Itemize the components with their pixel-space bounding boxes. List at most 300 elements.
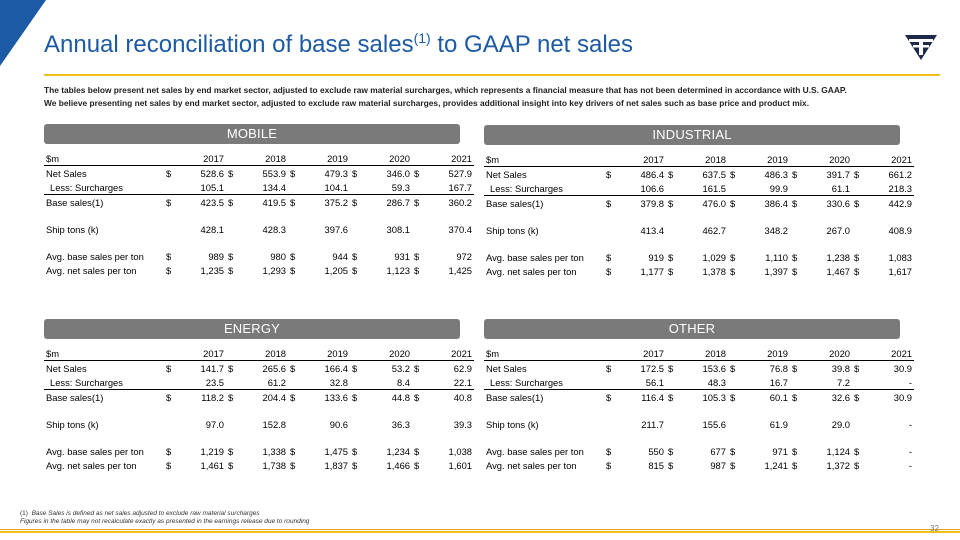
currency-symbol: $ (352, 459, 358, 471)
year-header: 2017 (182, 346, 226, 361)
spacer-row (44, 431, 474, 444)
currency-symbol: $ (228, 362, 234, 374)
row-label: Net Sales (486, 362, 527, 374)
value-cell: 1,617 (888, 265, 912, 277)
currency-symbol (728, 223, 746, 237)
row-label: Less: Surcharges (484, 375, 604, 390)
year-header: 2019 (306, 346, 350, 361)
value-cell: 980 (270, 250, 286, 262)
currency-symbol: $ (792, 459, 798, 471)
currency-symbol: $ (166, 362, 172, 374)
currency-symbol: $ (792, 362, 798, 374)
table-row (484, 390, 914, 405)
value-cell: 308.1 (386, 223, 410, 235)
other-panel (484, 319, 912, 472)
value-cell: 346.0 (386, 167, 410, 179)
table-row (484, 458, 914, 472)
footnote-definition: Base Sales is defined as net sales adjusted to exclude raw material surcharges (31, 510, 260, 517)
value-cell: 61.2 (244, 375, 288, 390)
currency-symbol (288, 222, 306, 236)
value-cell: 39.8 (831, 362, 850, 374)
value-cell: 265.6 (262, 362, 286, 374)
panel-header: MOBILE (44, 124, 460, 144)
value-cell: - (908, 418, 912, 430)
table-row (44, 249, 474, 263)
table-row (44, 390, 474, 405)
table-row (44, 166, 474, 181)
currency-symbol: $ (352, 264, 358, 276)
currency-symbol: $ (352, 196, 358, 208)
value-cell: 61.9 (769, 418, 788, 430)
currency-symbol: $ (352, 250, 358, 262)
sales-table (44, 151, 474, 277)
year-header: 2021 (430, 346, 474, 361)
currency-symbol (226, 375, 244, 390)
year-header: 2020 (368, 346, 412, 361)
value-cell: 218.3 (870, 181, 914, 196)
currency-symbol: $ (668, 197, 674, 209)
year-header: 2021 (870, 346, 914, 361)
currency-symbol (790, 375, 808, 390)
currency-symbol: $ (668, 459, 674, 471)
currency-symbol (288, 375, 306, 390)
currency-symbol: $ (668, 251, 674, 263)
panel-header: INDUSTRIAL (484, 125, 900, 145)
currency-symbol (604, 181, 622, 196)
currency-symbol (350, 417, 368, 431)
value-cell: 1,235 (200, 264, 224, 276)
value-cell: 48.3 (684, 375, 728, 390)
value-cell: 971 (772, 445, 788, 457)
currency-symbol: $ (414, 459, 420, 471)
table-row (44, 361, 474, 376)
value-cell: 106.6 (622, 181, 666, 196)
currency-symbol: $ (792, 445, 798, 457)
currency-symbol (226, 222, 244, 236)
value-cell: 479.3 (324, 167, 348, 179)
title-rest: to GAAP net sales (430, 31, 634, 58)
currency-symbol: $ (854, 362, 860, 374)
currency-symbol (412, 222, 430, 236)
year-header: 2017 (622, 152, 666, 167)
value-cell: 8.4 (368, 375, 412, 390)
table-row (484, 196, 914, 211)
table-row (44, 458, 474, 472)
spacer-row (484, 431, 914, 444)
value-cell: 32.6 (831, 391, 850, 403)
currency-symbol: $ (668, 265, 674, 277)
year-header: 2021 (870, 152, 914, 167)
value-cell: 1,338 (262, 445, 286, 457)
value-cell: 36.3 (391, 418, 410, 430)
row-label: Avg. net sales per ton (486, 265, 577, 277)
currency-symbol (350, 180, 368, 195)
currency-symbol: $ (290, 167, 296, 179)
value-cell: 486.3 (764, 168, 788, 180)
title-divider (44, 74, 940, 76)
currency-symbol: $ (228, 264, 234, 276)
value-cell: 931 (394, 250, 410, 262)
value-cell: 379.8 (640, 197, 664, 209)
year-header: 2020 (808, 152, 852, 167)
table-row (484, 167, 914, 182)
spacer-row (44, 236, 474, 249)
currency-symbol: $ (606, 459, 612, 471)
value-cell: 330.6 (826, 197, 850, 209)
row-label: Less: Surcharges (44, 180, 164, 195)
value-cell: 286.7 (386, 196, 410, 208)
year-header: 2020 (808, 346, 852, 361)
value-cell: 97.0 (205, 418, 224, 430)
intro-line-2: We believe presenting net sales by end market sector, adjusted to exclude raw material surcharges, provides additional insight into key drivers of net sales such as base price and product mix. (44, 98, 810, 108)
currency-symbol: $ (228, 445, 234, 457)
value-cell: 1,738 (262, 459, 286, 471)
currency-symbol: $ (166, 264, 172, 276)
value-cell: 1,467 (826, 265, 850, 277)
table-row (44, 263, 474, 277)
year-header: 2017 (622, 346, 666, 361)
currency-symbol: $ (228, 459, 234, 471)
value-cell: 428.3 (262, 223, 286, 235)
intro-text (44, 84, 944, 110)
table-row (484, 375, 914, 390)
currency-symbol (728, 375, 746, 390)
currency-symbol: $ (414, 391, 420, 403)
value-cell: 7.2 (808, 375, 852, 390)
value-cell: 462.7 (702, 224, 726, 236)
currency-symbol: $ (606, 265, 612, 277)
row-label: Net Sales (46, 362, 87, 374)
row-label: Ship tons (k) (46, 223, 99, 235)
currency-symbol (350, 375, 368, 390)
footnote-line-1 (20, 510, 309, 518)
value-cell: 134.4 (244, 180, 288, 195)
row-label: Avg. base sales per ton (46, 445, 144, 457)
sales-table (484, 346, 914, 472)
currency-symbol (790, 181, 808, 196)
value-cell: 1,038 (448, 445, 472, 457)
currency-symbol: $ (228, 391, 234, 403)
intro-line-1: The tables below present net sales by end market sector, adjusted to exclude raw material surcharges, which represents a financial measure that has not been determined in accordance with U.S. GAAP. (44, 85, 847, 95)
value-cell: 408.9 (888, 224, 912, 236)
currency-symbol: $ (290, 391, 296, 403)
value-cell: 476.0 (702, 197, 726, 209)
currency-symbol (164, 180, 182, 195)
value-cell: 44.8 (391, 391, 410, 403)
currency-symbol (164, 417, 182, 431)
row-label: Avg. net sales per ton (46, 459, 137, 471)
value-cell: 1,475 (324, 445, 348, 457)
value-cell: 116.4 (641, 391, 664, 403)
year-header: 2019 (306, 151, 350, 166)
value-cell: 1,397 (764, 265, 788, 277)
currency-symbol (226, 180, 244, 195)
value-cell: 30.9 (893, 391, 912, 403)
panel-header: OTHER (484, 319, 900, 339)
value-cell: 40.8 (453, 391, 472, 403)
value-cell: 30.9 (893, 362, 912, 374)
page-number: 32 (930, 524, 939, 533)
currency-symbol (666, 417, 684, 431)
value-cell: 161.5 (684, 181, 728, 196)
row-label: Base sales(1) (46, 196, 104, 208)
value-cell: 919 (648, 251, 664, 263)
value-cell: 1,238 (826, 251, 850, 263)
currency-symbol: $ (730, 362, 736, 374)
footnote-number: (1) (20, 510, 28, 517)
year-header: 2018 (244, 346, 288, 361)
value-cell: 32.8 (306, 375, 350, 390)
currency-symbol: $ (228, 167, 234, 179)
currency-symbol: $ (668, 391, 674, 403)
currency-symbol: $ (166, 445, 172, 457)
sales-table (484, 152, 914, 278)
value-cell: 76.8 (769, 362, 788, 374)
footnote-line-2: Figures in the table may not recalculate exactly as presented in the earnings release due to rounding (20, 518, 310, 525)
currency-symbol: $ (290, 362, 296, 374)
page-title (44, 30, 633, 59)
value-cell: 105.1 (182, 180, 226, 195)
currency-symbol (666, 181, 684, 196)
value-cell: 60.1 (769, 391, 788, 403)
currency-symbol: $ (414, 167, 420, 179)
currency-symbol: $ (228, 196, 234, 208)
value-cell: 62.9 (453, 362, 472, 374)
energy-panel (44, 319, 472, 472)
currency-symbol: $ (854, 459, 860, 471)
value-cell: 397.6 (324, 223, 348, 235)
spacer-row (44, 404, 474, 417)
currency-symbol: $ (668, 168, 674, 180)
value-cell: 677 (710, 445, 726, 457)
table-row (484, 361, 914, 376)
currency-symbol (790, 417, 808, 431)
value-cell: 1,461 (200, 459, 224, 471)
currency-symbol: $ (414, 196, 420, 208)
value-cell: 486.4 (640, 168, 664, 180)
value-cell: 637.5 (702, 168, 726, 180)
value-cell: 1,029 (702, 251, 726, 263)
row-label: Base sales(1) (486, 197, 544, 209)
currency-symbol (164, 222, 182, 236)
value-cell: 99.9 (746, 181, 790, 196)
value-cell: 155.6 (702, 418, 726, 430)
currency-symbol (852, 223, 870, 237)
currency-symbol (852, 375, 870, 390)
corner-accent (0, 0, 46, 66)
currency-symbol: $ (668, 445, 674, 457)
value-cell: 1,425 (448, 264, 472, 276)
table-row (44, 375, 474, 390)
row-label: Avg. base sales per ton (486, 251, 584, 263)
unit-label: $m (44, 346, 164, 361)
currency-symbol: $ (854, 445, 860, 457)
value-cell: 133.6 (324, 391, 348, 403)
value-cell: 391.7 (826, 168, 850, 180)
currency-symbol: $ (352, 391, 358, 403)
currency-symbol (666, 375, 684, 390)
table-row (484, 223, 914, 237)
value-cell: 153.6 (702, 362, 726, 374)
year-header: 2020 (368, 151, 412, 166)
currency-symbol: $ (414, 264, 420, 276)
currency-symbol: $ (854, 265, 860, 277)
currency-symbol: $ (792, 265, 798, 277)
value-cell: 166.4 (324, 362, 348, 374)
currency-symbol: $ (606, 362, 612, 374)
currency-symbol (790, 223, 808, 237)
currency-symbol: $ (414, 445, 420, 457)
row-label: Avg. net sales per ton (486, 459, 577, 471)
currency-symbol: $ (730, 445, 736, 457)
currency-symbol (412, 180, 430, 195)
table-row (44, 444, 474, 458)
row-label: Ship tons (k) (486, 224, 539, 236)
currency-symbol (604, 375, 622, 390)
row-label: Net Sales (46, 167, 87, 179)
table-header-row (44, 151, 474, 166)
value-cell: 1,378 (702, 265, 726, 277)
currency-symbol: $ (290, 196, 296, 208)
spacer-row (484, 404, 914, 417)
currency-symbol: $ (730, 251, 736, 263)
year-header: 2018 (684, 152, 728, 167)
value-cell: 413.4 (640, 224, 664, 236)
table-header-row (484, 346, 914, 361)
value-cell: 1,177 (640, 265, 664, 277)
currency-symbol: $ (606, 251, 612, 263)
currency-symbol: $ (414, 362, 420, 374)
year-header: 2017 (182, 151, 226, 166)
currency-symbol: $ (792, 251, 798, 263)
unit-label: $m (484, 346, 604, 361)
value-cell: 360.2 (448, 196, 472, 208)
value-cell: 22.1 (430, 375, 474, 390)
currency-symbol (852, 417, 870, 431)
row-label: Less: Surcharges (484, 181, 604, 196)
currency-symbol (728, 181, 746, 196)
value-cell: 528.6 (200, 167, 224, 179)
currency-symbol: $ (606, 391, 612, 403)
unit-label: $m (44, 151, 164, 166)
currency-symbol: $ (792, 197, 798, 209)
company-logo-icon (903, 32, 939, 62)
currency-symbol (350, 222, 368, 236)
row-label: Avg. base sales per ton (486, 445, 584, 457)
value-cell: 1,372 (826, 459, 850, 471)
currency-symbol (666, 223, 684, 237)
value-cell: 1,601 (448, 459, 472, 471)
currency-symbol: $ (290, 459, 296, 471)
value-cell: 1,241 (764, 459, 788, 471)
table-row (484, 417, 914, 431)
row-label: Ship tons (k) (486, 418, 539, 430)
value-cell: 815 (648, 459, 664, 471)
row-label: Less: Surcharges (44, 375, 164, 390)
currency-symbol (604, 417, 622, 431)
table-row (484, 250, 914, 264)
title-footnote-ref: (1) (413, 30, 431, 46)
value-cell: 152.8 (262, 418, 286, 430)
currency-symbol: $ (352, 445, 358, 457)
value-cell: 61.1 (808, 181, 852, 196)
value-cell: 167.7 (430, 180, 474, 195)
footer-divider-thin (0, 529, 960, 530)
currency-symbol: $ (730, 168, 736, 180)
spacer-row (484, 237, 914, 250)
value-cell: 428.1 (200, 223, 224, 235)
currency-symbol: $ (290, 250, 296, 262)
year-header: 2018 (684, 346, 728, 361)
currency-symbol: $ (352, 362, 358, 374)
currency-symbol (852, 181, 870, 196)
value-cell: - (908, 459, 912, 471)
industrial-panel (484, 125, 912, 278)
row-label: Ship tons (k) (46, 418, 99, 430)
value-cell: 1,124 (826, 445, 850, 457)
currency-symbol: $ (854, 251, 860, 263)
value-cell: 370.4 (448, 223, 472, 235)
value-cell: 661.2 (888, 168, 912, 180)
year-header: 2018 (244, 151, 288, 166)
value-cell: 141.7 (200, 362, 224, 374)
value-cell: 386.4 (764, 197, 788, 209)
value-cell: 39.3 (453, 418, 472, 430)
row-label: Base sales(1) (486, 391, 544, 403)
value-cell: 1,110 (765, 251, 788, 263)
currency-symbol: $ (228, 250, 234, 262)
spacer-row (44, 209, 474, 222)
currency-symbol: $ (290, 445, 296, 457)
table-row (484, 181, 914, 196)
value-cell: 419.5 (262, 196, 286, 208)
row-label: Base sales(1) (46, 391, 104, 403)
footnote (20, 510, 309, 526)
value-cell: 90.6 (329, 418, 348, 430)
currency-symbol: $ (668, 362, 674, 374)
title-main: Annual reconciliation of base sales (44, 31, 414, 58)
value-cell: 550 (648, 445, 664, 457)
value-cell: 348.2 (764, 224, 788, 236)
currency-symbol: $ (352, 167, 358, 179)
value-cell: 972 (456, 250, 472, 262)
footer-divider (0, 531, 960, 533)
currency-symbol: $ (854, 391, 860, 403)
table-header-row (484, 152, 914, 167)
currency-symbol: $ (792, 168, 798, 180)
unit-label: $m (484, 152, 604, 167)
currency-symbol (226, 417, 244, 431)
sales-table (44, 346, 474, 472)
currency-symbol: $ (414, 250, 420, 262)
value-cell: 105.3 (702, 391, 726, 403)
currency-symbol: $ (730, 197, 736, 209)
currency-symbol: $ (730, 391, 736, 403)
value-cell: 267.0 (826, 224, 850, 236)
currency-symbol (604, 223, 622, 237)
currency-symbol (728, 417, 746, 431)
year-header: 2021 (430, 151, 474, 166)
year-header: 2019 (746, 346, 790, 361)
currency-symbol: $ (730, 459, 736, 471)
currency-symbol: $ (854, 197, 860, 209)
value-cell: 172.5 (640, 362, 664, 374)
currency-symbol (412, 375, 430, 390)
currency-symbol: $ (166, 391, 172, 403)
row-label: Avg. net sales per ton (46, 264, 137, 276)
value-cell: 23.5 (182, 375, 226, 390)
table-row (44, 195, 474, 210)
